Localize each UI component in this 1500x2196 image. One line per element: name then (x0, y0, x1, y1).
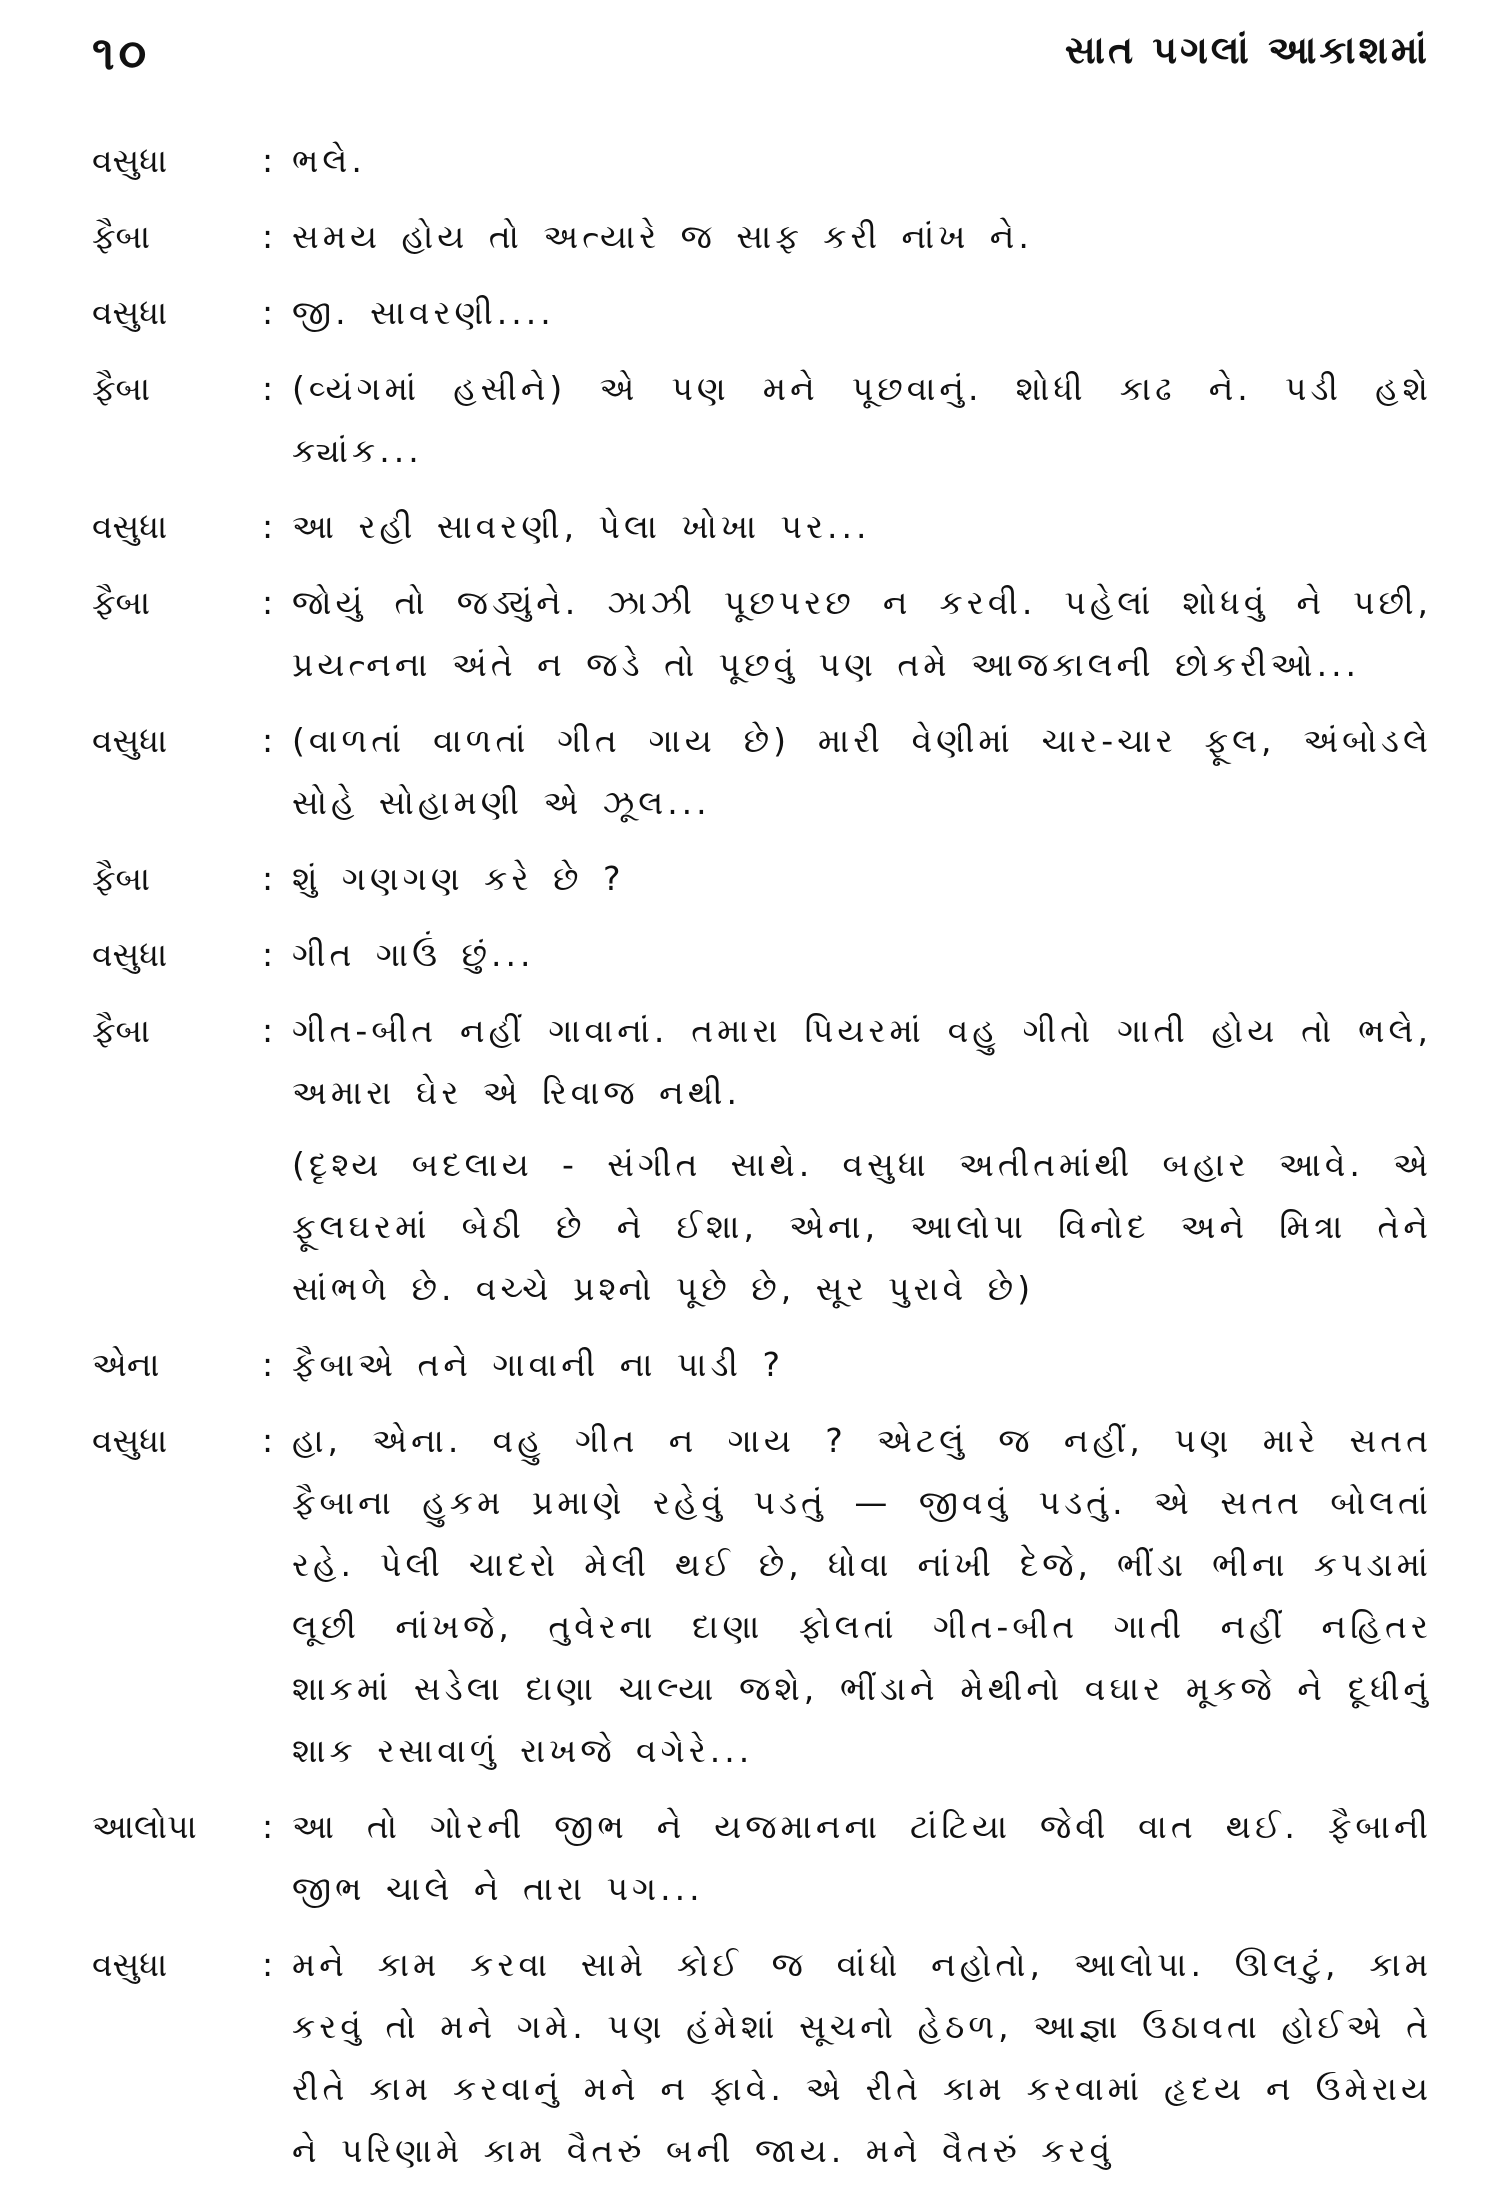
speaker-name: વસુધા (92, 141, 168, 180)
dialogue-text: ફૈબાએ તને ગાવાની ના પાડી ? (292, 1345, 784, 1384)
dialogue-text: સમય હોય તો અત્યારે જ સાફ કરી નાંખ ને. (292, 217, 1033, 256)
speaker-separator: : (262, 369, 274, 408)
dialogue-text: જી. સાવરણી.... (292, 293, 555, 332)
dialogue-line (92, 924, 1432, 986)
speaker-separator: : (262, 1945, 274, 1984)
dialogue-line (92, 1000, 1432, 1124)
dialogue-text: આ તો ગોરની જીભ ને યજમાનના ટાંટિયા જેવી વાત થઈ. ફૈબાની જીભ ચાલે ને તારા પગ... (292, 1807, 1432, 1908)
speaker-name: વસુધા (92, 507, 168, 546)
speaker-separator: : (262, 507, 274, 546)
dialogue-line (92, 496, 1432, 558)
speaker-name: આલોપા (92, 1807, 197, 1846)
dialogue-line (92, 1334, 1432, 1396)
speaker-name: વસુધા (92, 721, 168, 760)
speaker-name: ફૈબા (92, 369, 151, 408)
dialogue-text: ગીત ગાઉં છું... (292, 935, 535, 974)
speaker-separator: : (262, 1345, 274, 1384)
speaker-separator: : (262, 721, 274, 760)
speaker-separator: : (262, 1011, 274, 1050)
dialogue-line (92, 206, 1432, 268)
dialogue-line (92, 282, 1432, 344)
dialogue-text: જોયું તો જડ્યુંને. ઝાઝી પૂછપરછ ન કરવી. પહેલાં શોધવું ને પછી, પ્રયત્નના અંતે ન જડે તો પૂછવું પણ તમે આજકાલની છોકરીઓ... (292, 583, 1432, 684)
speaker-separator: : (262, 935, 274, 974)
speaker-separator: : (262, 293, 274, 332)
dialogue-line (92, 1410, 1432, 1782)
dialogue-text: ગીત-બીત નહીં ગાવાનાં. તમારા પિયરમાં વહુ ગીતો ગાતી હોય તો ભલે, અમારા ઘેર એ રિવાજ નથી. (292, 1011, 1432, 1112)
dialogue-text: (વ્યંગમાં હસીને) એ પણ મને પૂછવાનું. શોધી કાઢ ને. પડી હશે ક્યાંક... (292, 369, 1432, 470)
dialogue-text: ભલે. (292, 141, 366, 180)
dialogue-line (92, 1934, 1432, 2182)
speaker-name: વસુધા (92, 935, 168, 974)
dialogue-text: મને કામ કરવા સામે કોઈ જ વાંધો નહોતો, આલોપા. ઊલટું, કામ કરવું તો મને ગમે. પણ હંમેશાં સૂચનો હેઠળ, આજ્ઞા ઉઠાવતા હોઈએ તે રીતે કામ કરવાનું મને ન ફાવે. એ રીતે કામ કરવામાં હૃદય ન ઉમેરાય ને પરિણામે કામ વૈતરું બની જાય. મને વૈતરું કરવું (292, 1945, 1432, 2170)
speaker-separator: : (262, 583, 274, 622)
speaker-name: વસુધા (92, 1945, 168, 1984)
speaker-separator: : (262, 1421, 274, 1460)
dialogue-text: શું ગણગણ કરે છે ? (292, 859, 625, 898)
dialogue-line (92, 572, 1432, 696)
page-number: ૧૦ (92, 26, 151, 80)
dialogue-line (92, 848, 1432, 910)
speaker-separator: : (262, 217, 274, 256)
dialogue-text: હા, એના. વહુ ગીત ન ગાય ? એટલું જ નહીં, પણ મારે સતત ફૈબાના હુકમ પ્રમાણે રહેવું પડતું — જીવવું પડતું. એ સતત બોલતાં રહે. પેલી ચાદરો મેલી થઈ છે, ધોવા નાંખી દેજે, ભીંડા ભીના કપડામાં લૂછી નાંખજે, તુવેરના દાણા ફોલતાં ગીત-બીત ગાતી નહીં નહિતર શાકમાં સડેલા દાણા ચાલ્યા જશે, ભીંડાને મેથીનો વઘાર મૂકજે ને દૂધીનું શાક રસાવાળું રાખજે વગેરે... (292, 1421, 1432, 1770)
dialogue-line (92, 130, 1432, 192)
speaker-separator: : (262, 859, 274, 898)
dialogue-text: (વાળતાં વાળતાં ગીત ગાય છે) મારી વેણીમાં ચાર-ચાર ફૂલ, અંબોડલે સોહે સોહામણી એ ઝૂલ... (292, 721, 1432, 822)
speaker-name: ફૈબા (92, 583, 151, 622)
stage-direction-text: (દૃશ્ય બદલાય - સંગીત સાથે. વસુધા અતીતમાંથી બહાર આવે. એ ફૂલઘરમાં બેઠી છે ને ઈશા, એના, આલોપા વિનોદ અને મિત્રા તેને સાંભળે છે. વચ્ચે પ્રશ્નો પૂછે છે, સૂર પુરાવે છે) (292, 1145, 1432, 1308)
dialogue-block (92, 130, 1432, 2196)
speaker-name: એના (92, 1345, 160, 1384)
speaker-name: ફૈબા (92, 1011, 151, 1050)
speaker-name: ફૈબા (92, 859, 151, 898)
speaker-name: વસુધા (92, 293, 168, 332)
speaker-separator: : (262, 141, 274, 180)
speaker-separator: : (262, 1807, 274, 1846)
running-title: સાત પગલાં આકાશમાં (1064, 28, 1430, 72)
speaker-name: વસુધા (92, 1421, 168, 1460)
dialogue-text: આ રહી સાવરણી, પેલા ખોખા પર... (292, 507, 871, 546)
dialogue-line (92, 1796, 1432, 1920)
dialogue-line (92, 710, 1432, 834)
stage-direction (92, 1134, 1432, 1320)
speaker-name: ફૈબા (92, 217, 151, 256)
dialogue-line (92, 358, 1432, 482)
